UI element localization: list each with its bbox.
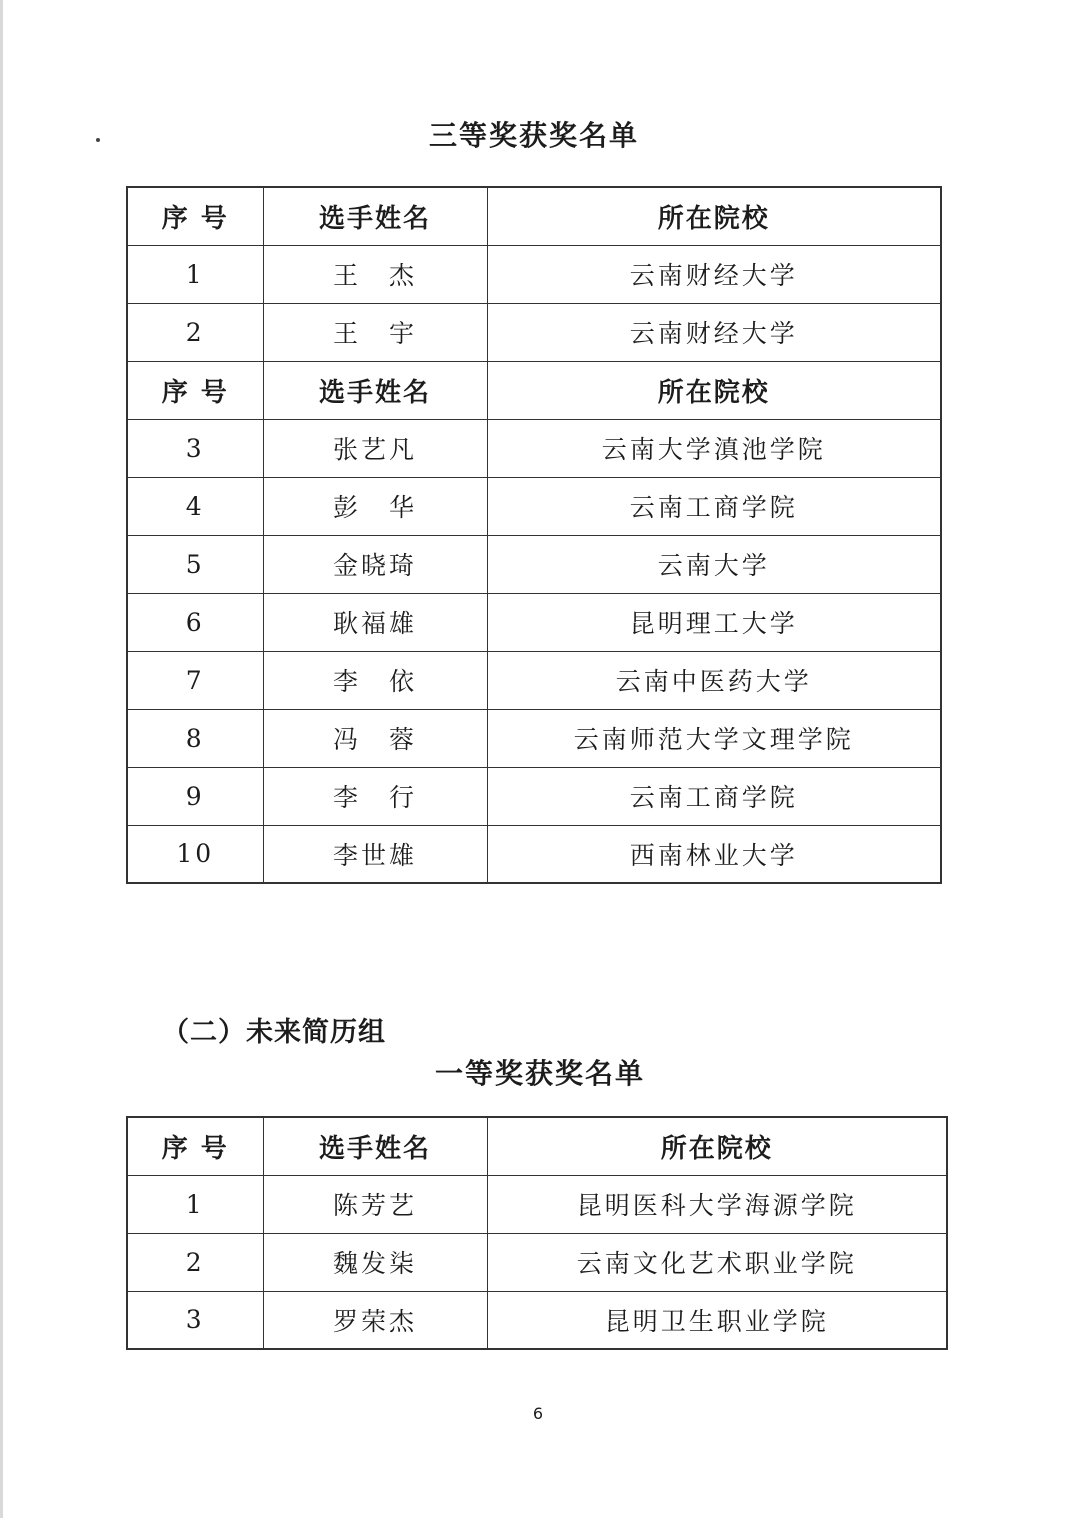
cell-name: 王 宇 xyxy=(263,303,487,361)
section-heading: （二）未来简历组 xyxy=(162,1017,386,1048)
cell-name: 王 杰 xyxy=(263,245,487,303)
cell-school: 云南大学 xyxy=(487,535,941,593)
table-row xyxy=(127,651,941,709)
cell-number: 10 xyxy=(127,825,263,883)
cell-name: 魏发柒 xyxy=(263,1233,487,1291)
header-name: 选手姓名 xyxy=(263,187,487,245)
table-row xyxy=(127,245,941,303)
cell-number: 1 xyxy=(127,1175,263,1233)
cell-school: 云南工商学院 xyxy=(487,767,941,825)
cell-school: 云南师范大学文理学院 xyxy=(487,709,941,767)
cell-number: 3 xyxy=(127,419,263,477)
header-school: 所在院校 xyxy=(487,187,941,245)
cell-name: 李 行 xyxy=(263,767,487,825)
cell-number: 9 xyxy=(127,767,263,825)
cell-school: 云南财经大学 xyxy=(487,303,941,361)
header-name: 选手姓名 xyxy=(263,361,487,419)
cell-school: 云南财经大学 xyxy=(487,245,941,303)
table-row xyxy=(127,825,941,883)
cell-number: 2 xyxy=(127,303,263,361)
table-row xyxy=(127,1233,947,1291)
cell-school: 昆明理工大学 xyxy=(487,593,941,651)
header-name: 选手姓名 xyxy=(263,1117,487,1175)
cell-name: 金晓琦 xyxy=(263,535,487,593)
table-row xyxy=(127,477,941,535)
cell-school: 西南林业大学 xyxy=(487,825,941,883)
table-row xyxy=(127,535,941,593)
header-number: 序 号 xyxy=(127,361,263,419)
header-school: 所在院校 xyxy=(487,1117,947,1175)
cell-name: 张艺凡 xyxy=(263,419,487,477)
header-number: 序 号 xyxy=(127,187,263,245)
table-header-row xyxy=(127,187,941,245)
cell-number: 6 xyxy=(127,593,263,651)
cell-name: 冯 蓉 xyxy=(263,709,487,767)
cell-school: 云南文化艺术职业学院 xyxy=(487,1233,947,1291)
cell-number: 4 xyxy=(127,477,263,535)
first-prize-table xyxy=(126,1116,948,1350)
cell-name: 耿福雄 xyxy=(263,593,487,651)
table-row xyxy=(127,767,941,825)
cell-name: 彭 华 xyxy=(263,477,487,535)
cell-number: 7 xyxy=(127,651,263,709)
header-number: 序 号 xyxy=(127,1117,263,1175)
page-edge xyxy=(0,0,3,1518)
cell-school: 云南中医药大学 xyxy=(487,651,941,709)
cell-school: 昆明医科大学海源学院 xyxy=(487,1175,947,1233)
page-number: 6 xyxy=(532,1404,544,1423)
cell-school: 昆明卫生职业学院 xyxy=(487,1291,947,1349)
cell-number: 5 xyxy=(127,535,263,593)
cell-school: 云南大学滇池学院 xyxy=(487,419,941,477)
third-prize-table xyxy=(126,186,942,884)
table-row xyxy=(127,303,941,361)
cell-name: 陈芳艺 xyxy=(263,1175,487,1233)
header-school: 所在院校 xyxy=(487,361,941,419)
table-row xyxy=(127,709,941,767)
cell-name: 李世雄 xyxy=(263,825,487,883)
table-row xyxy=(127,419,941,477)
table-header-row xyxy=(127,1117,947,1175)
cell-number: 8 xyxy=(127,709,263,767)
cell-number: 3 xyxy=(127,1291,263,1349)
cell-school: 云南工商学院 xyxy=(487,477,941,535)
table-row xyxy=(127,1175,947,1233)
first-prize-title: 一等奖获奖名单 xyxy=(434,1057,645,1090)
table-row xyxy=(127,593,941,651)
cell-number: 2 xyxy=(127,1233,263,1291)
cell-number: 1 xyxy=(127,245,263,303)
third-prize-title: 三等奖获奖名单 xyxy=(428,119,639,152)
table-row xyxy=(127,1291,947,1349)
cell-name: 罗荣杰 xyxy=(263,1291,487,1349)
cell-name: 李 依 xyxy=(263,651,487,709)
table-header-row-repeat xyxy=(127,361,941,419)
